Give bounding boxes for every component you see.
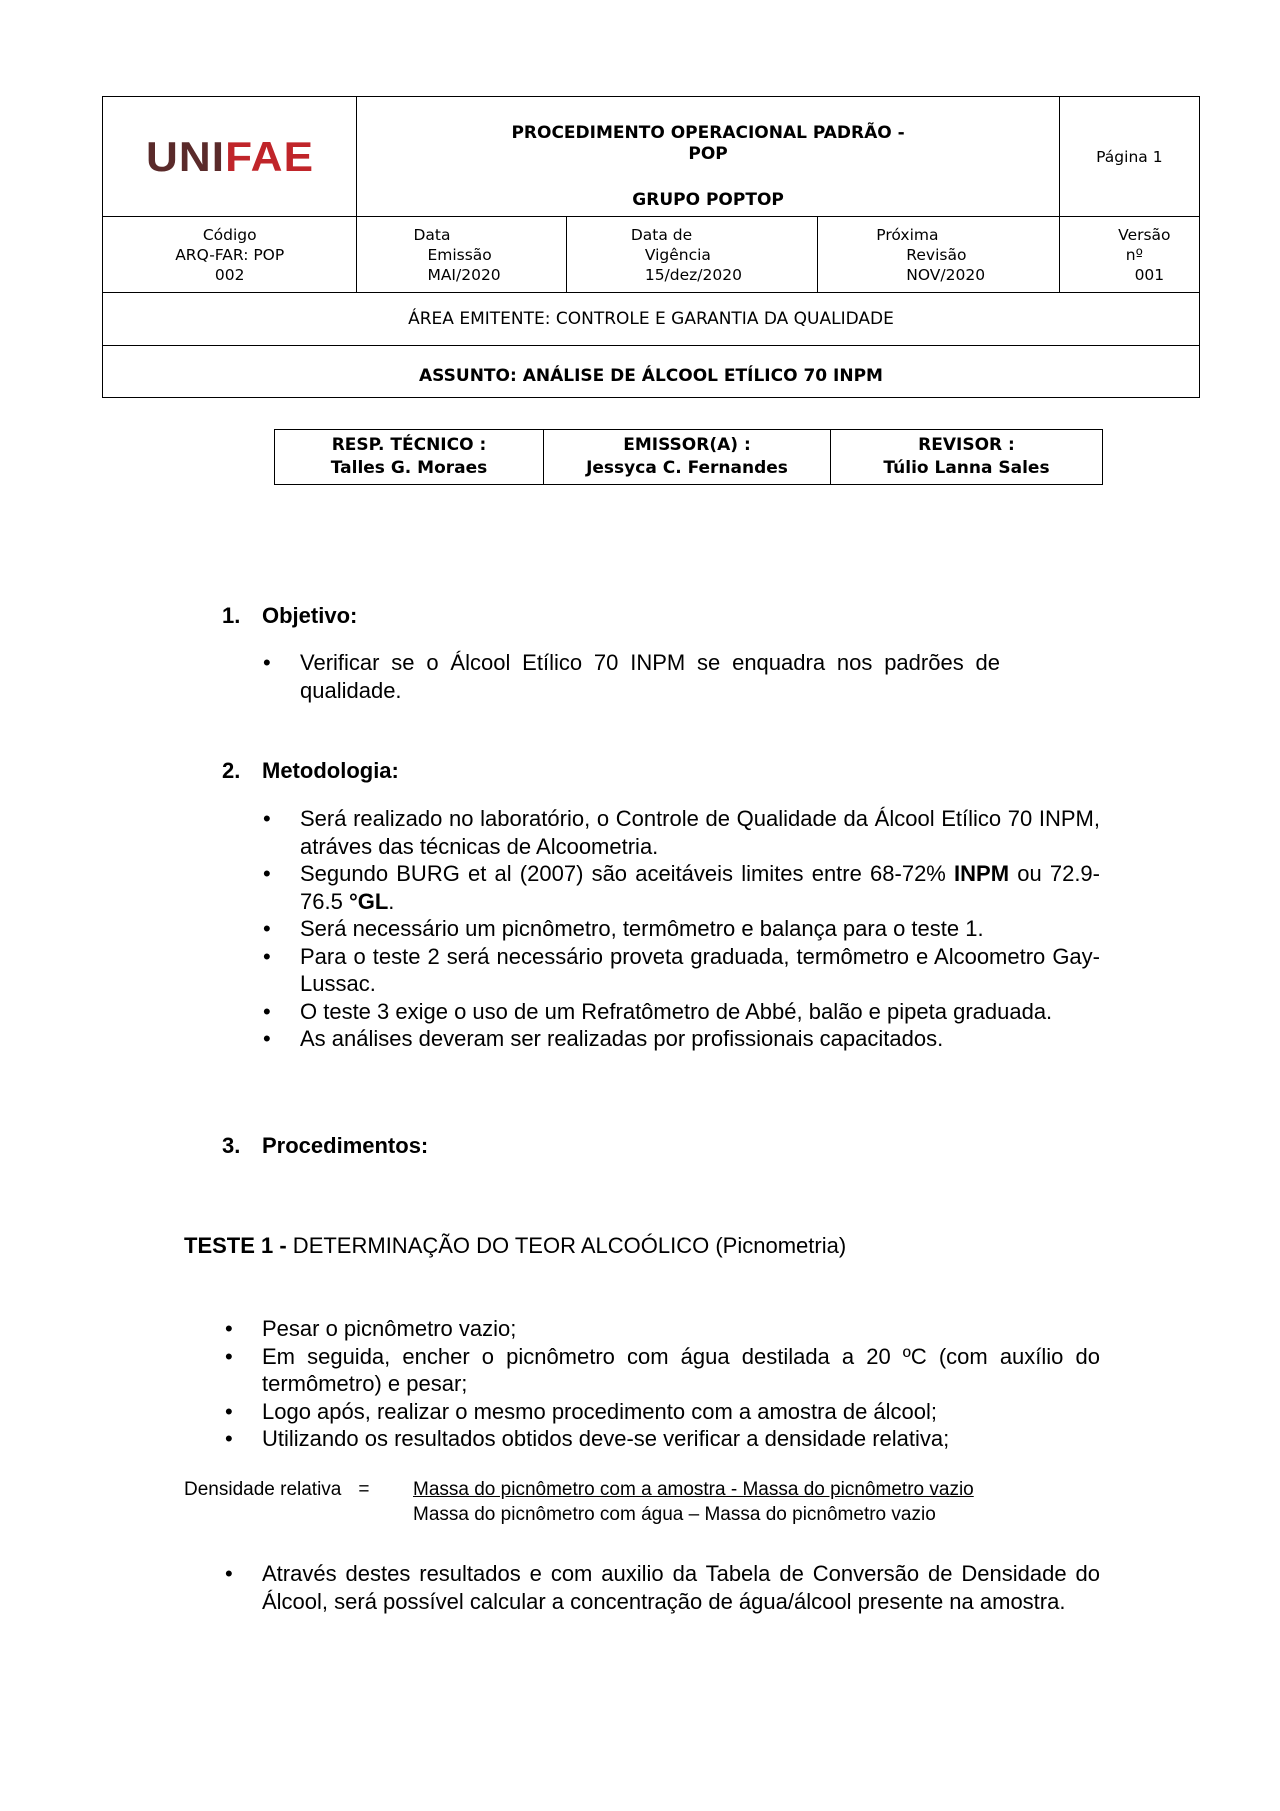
section-2-heading: 2. Metodologia: <box>222 758 399 783</box>
section-3-heading: 3. Procedimentos: <box>222 1133 429 1158</box>
teste-1-final-list <box>262 1560 1100 1615</box>
title-cell <box>357 97 1059 217</box>
section-1-list <box>300 649 1000 704</box>
list-item: • Em seguida, encher o picnômetro com água destilada a 20 ºC (com auxílio do termômetro) e pesar; <box>262 1343 1100 1398</box>
list-item: • Pesar o picnômetro vazio; <box>262 1315 1100 1343</box>
group-name: GRUPO POPTOP <box>632 190 784 210</box>
teste-1-list <box>262 1315 1100 1453</box>
doc-title-line1: PROCEDIMENTO OPERACIONAL PADRÃO - <box>511 123 905 143</box>
list-item: • Para o teste 2 será necessário proveta graduada, termômetro e Alcoometro Gay-Lussac. <box>300 943 1100 998</box>
responsibles-table <box>274 429 1103 485</box>
list-item: • Utilizando os resultados obtidos deve-se verificar a densidade relativa; <box>262 1425 1100 1453</box>
assunto: ASSUNTO: ANÁLISE DE ÁLCOOL ETÍLICO 70 INPM <box>103 346 1200 398</box>
resp-tecnico: RESP. TÉCNICO : Talles G. Moraes <box>275 430 544 485</box>
list-item: • Logo após, realizar o mesmo procedimento com a amostra de álcool; <box>262 1398 1100 1426</box>
formula-numerator: Massa do picnômetro com a amostra - Massa do picnômetro vazio <box>413 1479 974 1500</box>
list-item: • Será necessário um picnômetro, termômetro e balança para o teste 1. <box>300 915 1100 943</box>
revisor: REVISOR : Túlio Lanna Sales <box>831 430 1103 485</box>
list-item: • Será realizado no laboratório, o Controle de Qualidade da Álcool Etílico 70 INPM, atráves das técnicas de Alcoometria. <box>300 805 1100 860</box>
list-item: • O teste 3 exige o uso de um Refratômetro de Abbé, balão e pipeta graduada. <box>300 998 1100 1026</box>
formula-label: Densidade relativa = <box>184 1479 370 1500</box>
area-emitente: ÁREA EMITENTE: CONTROLE E GARANTIA DA QUALIDADE <box>103 293 1200 346</box>
doc-title-line2: POP <box>688 144 728 164</box>
list-item: • Segundo BURG et al (2007) são aceitáveis limites entre 68-72% INPM ou 72.9-76.5 °GL. <box>300 860 1100 915</box>
logo-cell <box>103 97 357 217</box>
section-1-heading: 1. Objetivo: <box>222 603 358 628</box>
unifae-logo: UNIFAE <box>145 132 314 180</box>
list-item: • Verificar se o Álcool Etílico 70 INPM se enquadra nos padrões de qualidade. <box>300 649 1000 704</box>
vigencia-cell: Data de Vigência 15/dez/2020 <box>566 217 817 293</box>
versao-cell: Versão nº 001 <box>1059 217 1199 293</box>
formula-denominator: Massa do picnômetro com água – Massa do picnômetro vazio <box>413 1504 936 1525</box>
list-item: • As análises deveram ser realizadas por profissionais capacitados. <box>300 1025 1100 1053</box>
list-item: • Através destes resultados e com auxilio da Tabela de Conversão de Densidade do Álcool, será possível calcular a concentração de água/álcool presente na amostra. <box>262 1560 1100 1615</box>
emissor: EMISSOR(A) : Jessyca C. Fernandes <box>544 430 831 485</box>
teste-1-heading: TESTE 1 - DETERMINAÇÃO DO TEOR ALCOÓLICO (Picnometria) <box>184 1233 847 1258</box>
page-number: Página 1 <box>1059 97 1199 217</box>
revisao-cell: Próxima Revisão NOV/2020 <box>818 217 1059 293</box>
emissao-cell: Data Emissão MAI/2020 <box>357 217 566 293</box>
section-2-list <box>300 805 1100 1053</box>
header-table <box>102 96 1200 398</box>
codigo-cell: Código ARQ-FAR: POP 002 <box>103 217 357 293</box>
